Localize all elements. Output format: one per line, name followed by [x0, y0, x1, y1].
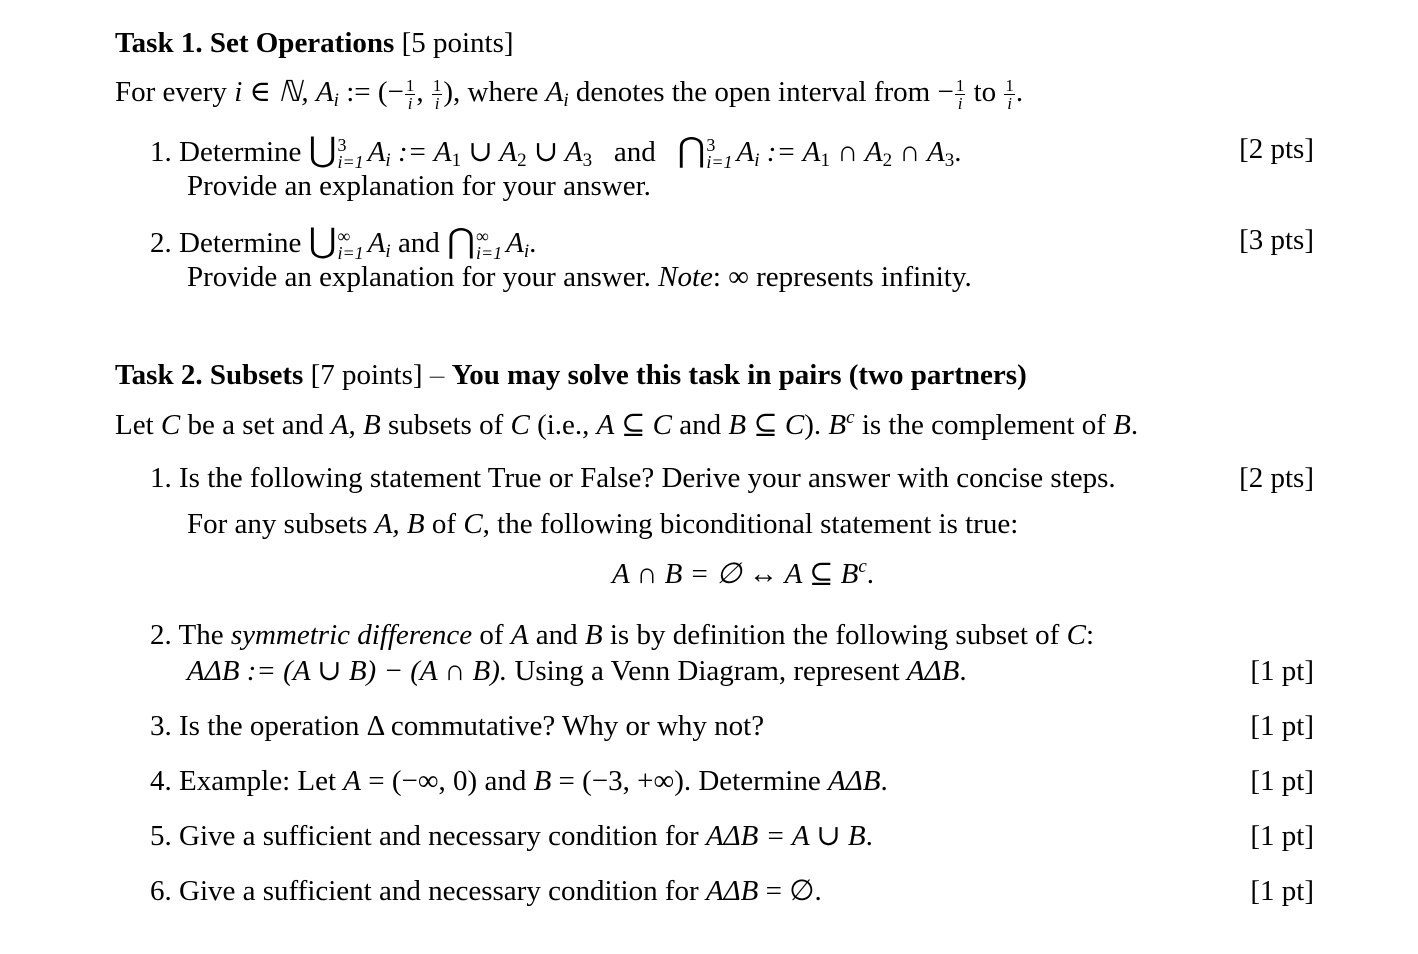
item-number: 4.: [150, 765, 172, 797]
task2-item1-line2: For any subsets A, B of C, the following biconditional statement is true:: [187, 508, 1019, 540]
task1-item2-line2: Provide an explanation for your answer. Note: ∞ represents infinity.: [187, 261, 972, 293]
limits: 3 i=1: [706, 135, 733, 173]
limits: 3 i=1: [337, 135, 364, 173]
task2-intro: Let C be a set and A, B subsets of C (i.e., A ⊆ C and B ⊆ C). $B^c$ is the complement of B.: [115, 407, 1139, 441]
task1-intro: For every i ∈ ℕ, Ai := (− $\frac{1}{i}$ , $\frac{1}{i}$ ), where Ai denotes the open interval from − $\frac{1}{i}$ to $\frac{1}{i}$ .: [115, 76, 1024, 113]
points-label: [2 pts]: [1239, 462, 1314, 494]
points-label: [1 pt]: [1250, 875, 1314, 907]
item-number: 6.: [150, 875, 172, 907]
task1-heading: Task 1. Set Operations: [115, 27, 395, 59]
limits: ∞ i=1: [337, 226, 364, 264]
task2-item4: 4. Example: Let A = (−∞, 0) and B = (−3, +∞). Determine AΔB.: [150, 765, 888, 797]
fraction: $\frac{1}{i}$: [432, 76, 442, 113]
task2-item1-line1: 1. Is the following statement True or False? Derive your answer with concise steps.: [150, 462, 1116, 494]
points-label: [1 pt]: [1250, 710, 1314, 742]
fraction: $\frac{1}{i}$: [955, 76, 965, 113]
task2-item2-line1: 2. The symmetric difference of A and B is by definition the following subset of C:: [150, 619, 1094, 651]
fraction: $\frac{1}{i}$: [1005, 76, 1014, 113]
biconditional-formula: A ∩ B = ∅ ↔ A ⊆ $B^c$.: [612, 556, 875, 590]
fraction: $\frac{1}{i}$: [405, 76, 415, 113]
points-label: [3 pts]: [1239, 224, 1314, 256]
task2-heading-line: Task 2. Subsets [7 points] – You may solve this task in pairs (two partners): [115, 359, 1027, 391]
task1-item1-line1: 1. Determine ⋃ 3 i=1 Ai := A1 ∪ A2 ∪ A3 and ⋂ 3 i=1 Ai := A1 ∩ A2 ∩ A3.: [150, 132, 962, 173]
points-label: [1 pt]: [1250, 765, 1314, 797]
item-number: 1.: [150, 136, 172, 168]
task1-item1-line2: Provide an explanation for your answer.: [187, 170, 651, 202]
points-label: [1 pt]: [1250, 655, 1314, 687]
points-label: [2 pts]: [1239, 133, 1314, 165]
item-number: 2.: [150, 619, 172, 651]
task2-item6: 6. Give a sufficient and necessary condition for AΔB = ∅.: [150, 875, 822, 907]
task2-points: [7 points]: [310, 359, 423, 391]
task2-item3: 3. Is the operation Δ commutative? Why or why not?: [150, 710, 765, 742]
item-number: 1.: [150, 462, 172, 494]
item-number: 5.: [150, 820, 172, 852]
task1-heading-line: [115, 29, 514, 58]
task2-pairs-note: You may solve this task in pairs (two partners): [451, 359, 1027, 391]
task1-points: [5 points]: [401, 27, 514, 59]
limits: ∞ i=1: [475, 226, 503, 264]
task1-item2-line1: 2. Determine ⋃ ∞ i=1 Ai and ⋂ ∞ i=1 Ai.: [150, 223, 537, 264]
points-label: [1 pt]: [1250, 820, 1314, 852]
task2-item5: 5. Give a sufficient and necessary condition for AΔB = A ∪ B.: [150, 820, 873, 852]
task2-item2-line2: AΔB := (A ∪ B) − (A ∩ B). Using a Venn Diagram, represent AΔB.: [187, 655, 967, 687]
item-number: 2.: [150, 227, 172, 259]
task2-heading: Task 2. Subsets: [115, 359, 304, 391]
item-number: 3.: [150, 710, 172, 742]
